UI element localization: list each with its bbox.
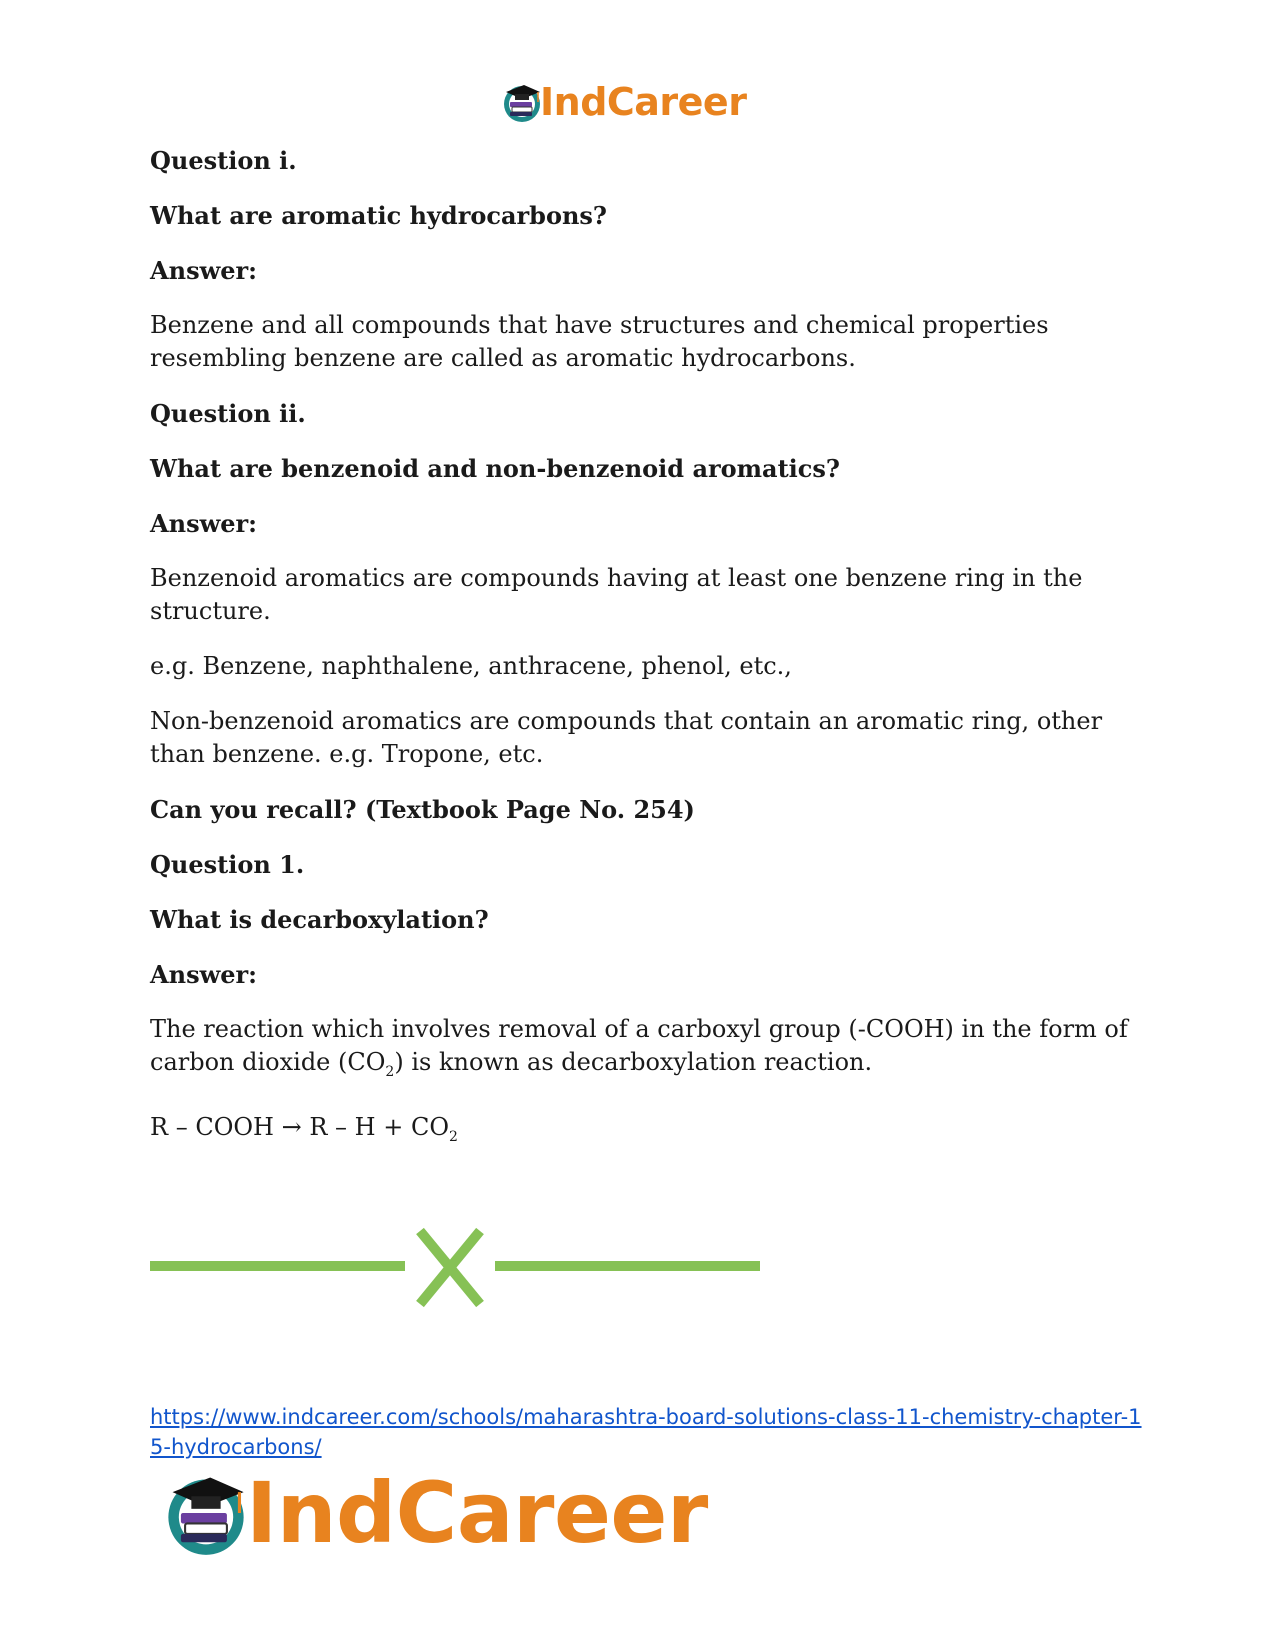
- answer-label: Answer:: [150, 509, 258, 538]
- answer-text-end: ) is known as decarboxylation reaction.: [394, 1048, 873, 1076]
- header-logo: [500, 80, 746, 124]
- source-link[interactable]: https://www.indcareer.com/schools/maharashtra-board-solutions-class-11-chemistry-chapter-15-hydrocarbons/: [150, 1405, 1142, 1459]
- subscript: 2: [449, 1128, 458, 1145]
- answer-text-start: The reaction which involves removal of a carboxyl group (-COOH) in the form of carbon dioxide (CO: [150, 1015, 1128, 1076]
- answer-label: Answer:: [150, 256, 258, 285]
- answer-text: e.g. Benzene, naphthalene, anthracene, phenol, etc.,: [150, 652, 792, 680]
- x-divider-icon: [150, 1224, 760, 1310]
- question-text: What is decarboxylation?: [150, 905, 489, 934]
- logo-wordmark: IndCareer: [540, 80, 747, 124]
- subscript: 2: [385, 1063, 395, 1080]
- document-body: [150, 144, 1130, 1154]
- graduation-cap-icon: [500, 80, 544, 124]
- equation-text: R – COOH → R – H + CO: [150, 1112, 450, 1141]
- graduation-cap-icon: [160, 1467, 252, 1559]
- answer-text: Benzene and all compounds that have structures and chemical properties resembling benzene are called as aromatic hydrocarbons.: [150, 311, 1049, 372]
- answer-text: Benzenoid aromatics are compounds having at least one benzene ring in the structure.: [150, 564, 1083, 625]
- logo-wordmark: IndCareer: [246, 1464, 708, 1562]
- question-label: Question 1.: [150, 850, 305, 879]
- section-heading: Can you recall? (Textbook Page No. 254): [150, 795, 695, 824]
- question-label: Question ii.: [150, 399, 306, 428]
- answer-text: [150, 1013, 1130, 1089]
- answer-label: Answer:: [150, 960, 258, 989]
- question-text: What are aromatic hydrocarbons?: [150, 201, 607, 230]
- chemical-equation: [150, 1111, 1130, 1154]
- question-text: What are benzenoid and non-benzenoid aromatics?: [150, 454, 840, 483]
- question-label: Question i.: [150, 146, 297, 175]
- answer-text: Non-benzenoid aromatics are compounds that contain an aromatic ring, other than benzene. e.g. Tropone, etc.: [150, 707, 1103, 768]
- footer-logo: [160, 1464, 708, 1562]
